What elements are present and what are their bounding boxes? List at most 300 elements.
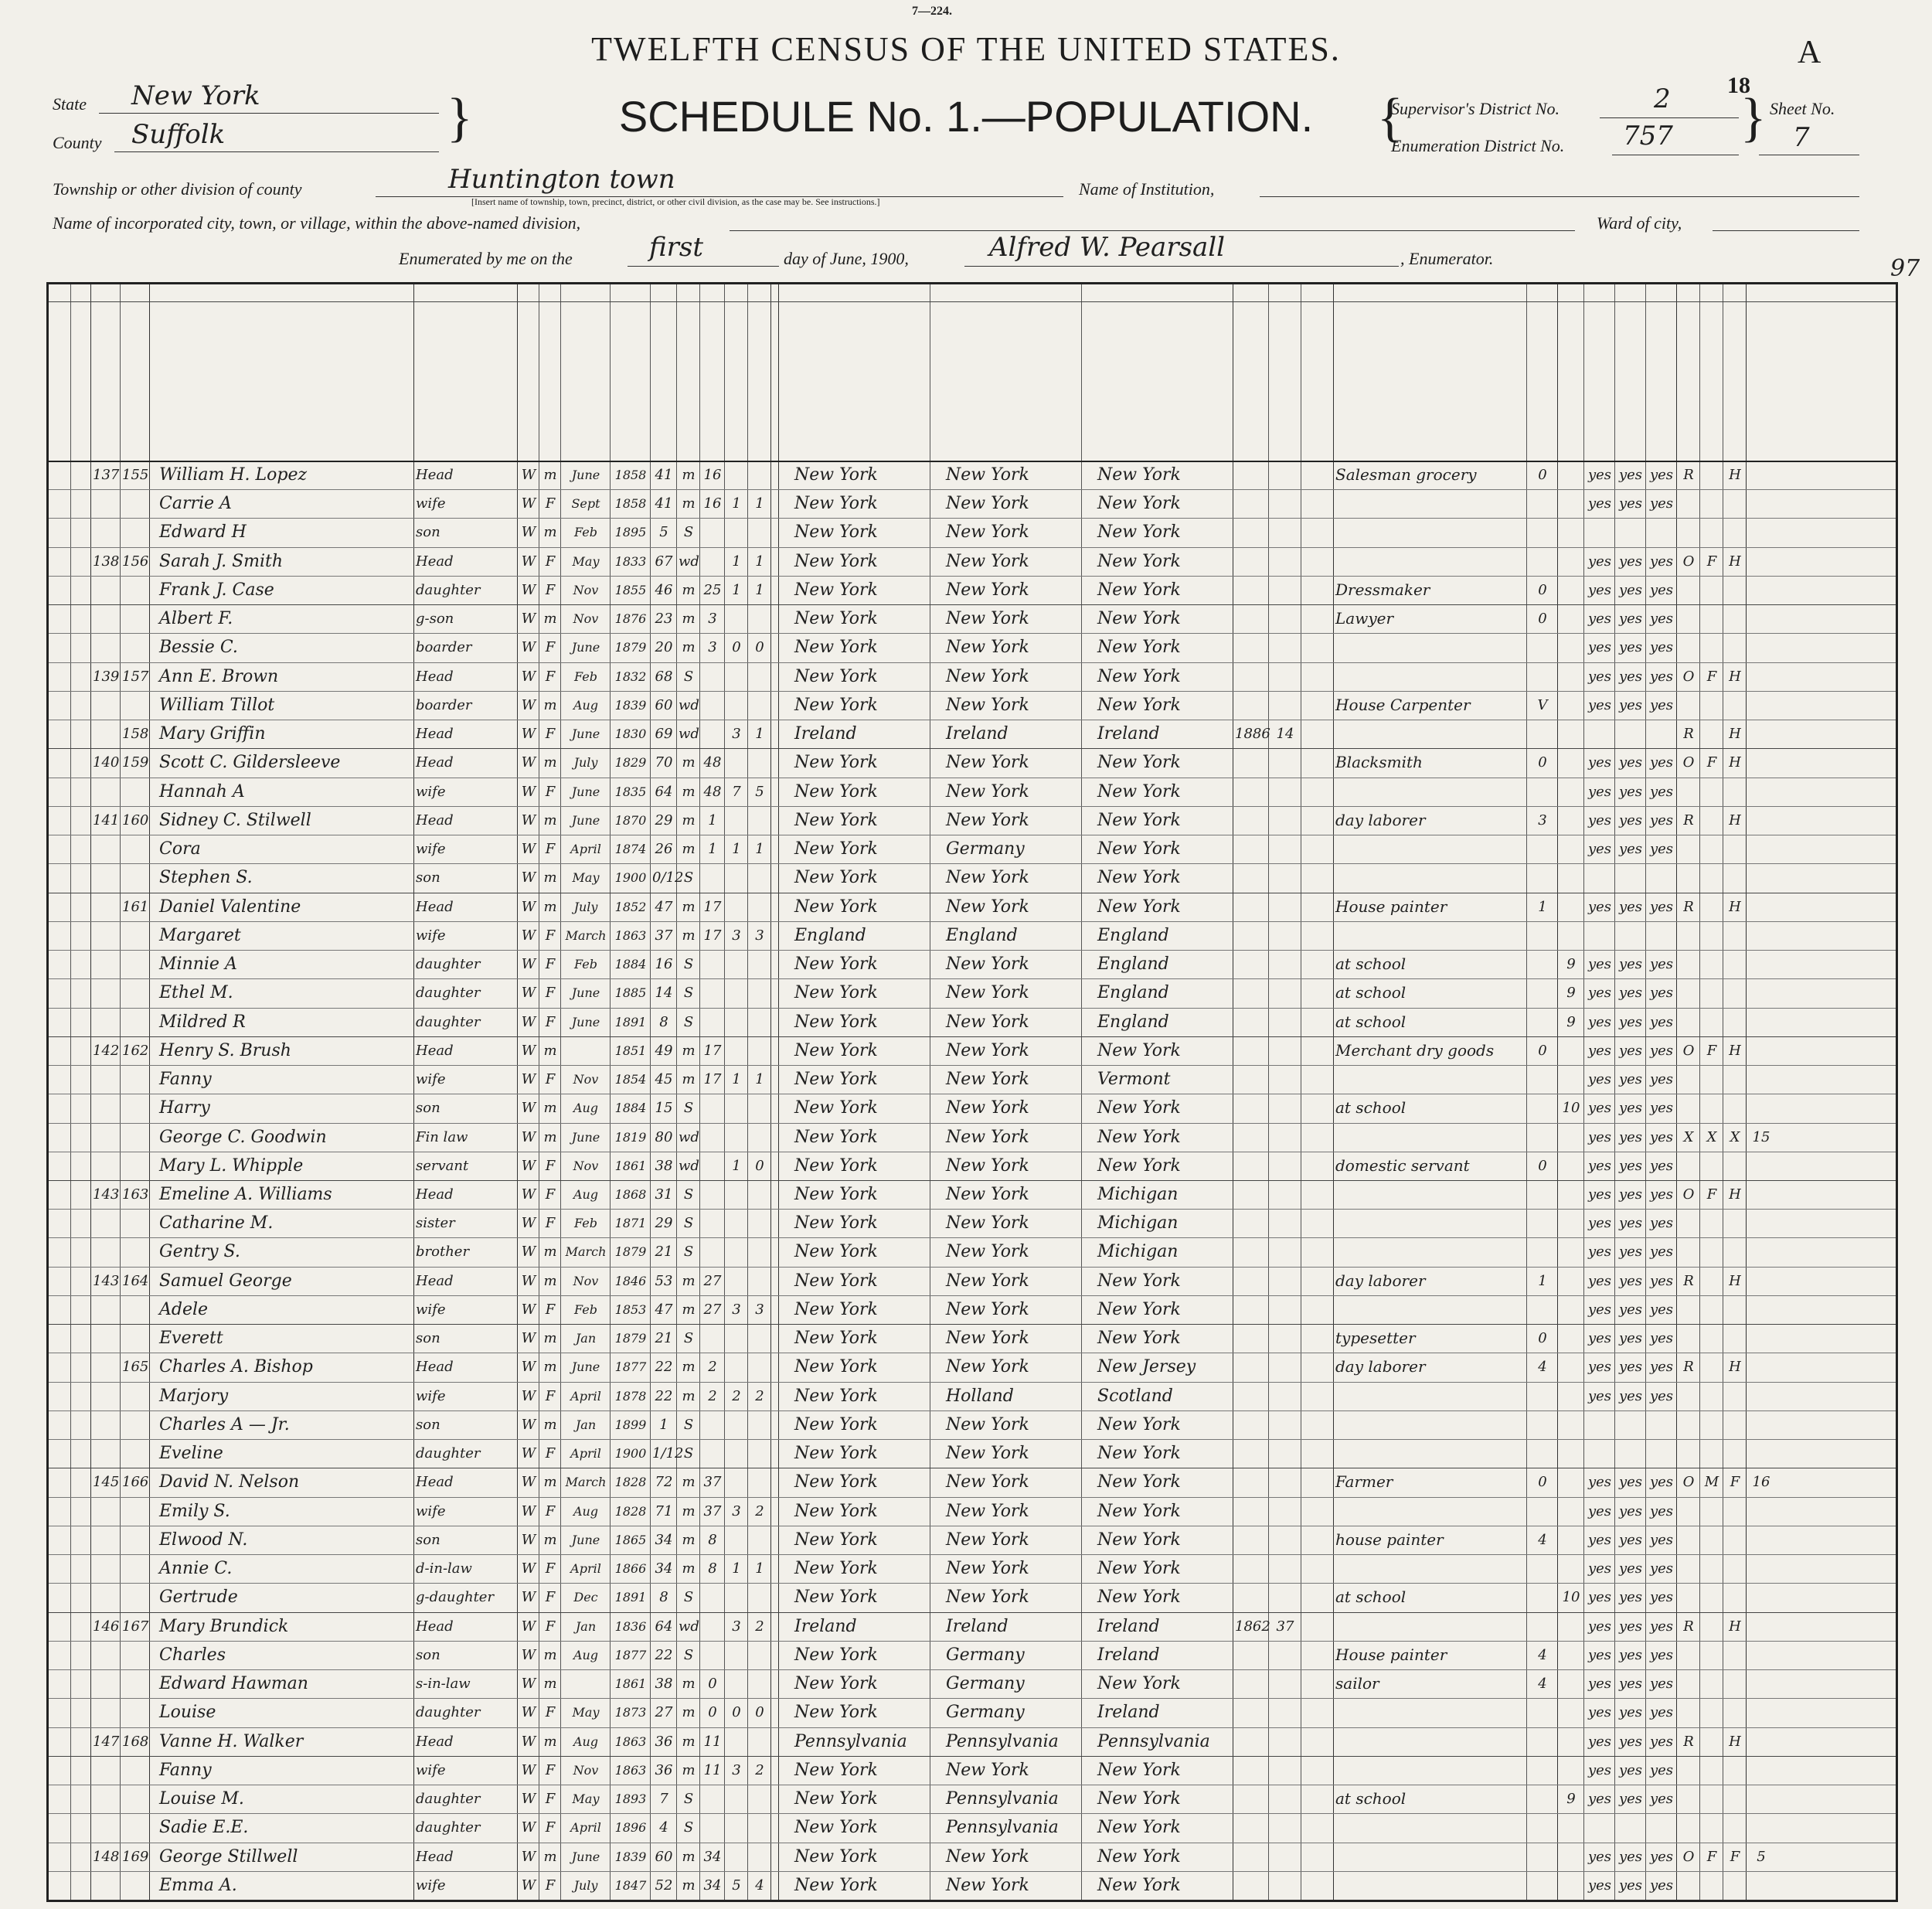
cell-year: 1891 — [614, 1590, 647, 1605]
cell-pob: Pennsylvania — [794, 1731, 907, 1751]
county-value: Suffolk — [131, 119, 226, 150]
cell-sex: F — [545, 1445, 556, 1462]
cell-name: Fanny — [159, 1070, 212, 1090]
cell-pom: England — [1097, 954, 1169, 975]
cell-color: W — [521, 1042, 536, 1059]
cell-rd: yes — [1587, 898, 1612, 915]
cell-year: 1879 — [614, 1244, 647, 1260]
cell-unemp: 0 — [1538, 1042, 1547, 1059]
cell-age: 60 — [655, 696, 673, 713]
cell-color: W — [521, 1502, 536, 1519]
cell-name: Adele — [159, 1299, 209, 1319]
cell-rel: daughter — [416, 985, 481, 1002]
cell-en: yes — [1649, 467, 1674, 483]
cell-month: April — [570, 1561, 601, 1577]
cell-liv: 1 — [755, 581, 764, 598]
cell-pom: New York — [1097, 1299, 1181, 1319]
cell-fh: F — [1730, 1474, 1740, 1491]
cell-ch: 3 — [732, 1502, 741, 1519]
cell-rd: yes — [1587, 1387, 1612, 1404]
cell-yrs: 0 — [708, 1704, 717, 1721]
cell-month: June — [571, 812, 600, 828]
cell-month: May — [572, 553, 600, 569]
cell-rel: wife — [416, 1301, 446, 1318]
state-value: New York — [131, 80, 260, 111]
county-line — [114, 151, 439, 152]
cell-rel: daughter — [416, 1445, 481, 1462]
cell-color: W — [521, 985, 536, 1002]
cell-occ: day laborer — [1335, 1271, 1426, 1290]
cell-pom: New York — [1097, 1818, 1181, 1838]
cell-age: 8 — [659, 1589, 668, 1606]
cell-pob: New York — [794, 1818, 878, 1838]
cell-year: 1879 — [614, 640, 647, 655]
cell-name: Mary L. Whipple — [159, 1155, 304, 1176]
cell-year: 1847 — [614, 1877, 647, 1893]
cell-fh: X — [1730, 1128, 1740, 1145]
cell-en: yes — [1649, 1848, 1674, 1865]
cell-en: yes — [1649, 754, 1674, 771]
cell-en: yes — [1649, 1100, 1674, 1117]
cell-pob: Ireland — [794, 1616, 857, 1636]
census-table — [46, 282, 1898, 1902]
cell-age: 69 — [655, 726, 673, 743]
cell-pof: Germany — [946, 1703, 1025, 1723]
cell-occ: at school — [1335, 1789, 1406, 1809]
cell-en: yes — [1649, 1330, 1674, 1347]
cell-year: 1896 — [614, 1820, 647, 1836]
cell-age: 70 — [655, 754, 673, 771]
cell-liv: 5 — [755, 783, 764, 800]
cell-fh: H — [1729, 553, 1741, 570]
cell-liv: 1 — [755, 726, 764, 743]
cell-sex: F — [545, 495, 556, 512]
cell-color: W — [521, 1848, 536, 1865]
column-divider — [70, 284, 71, 1900]
cell-fh: H — [1729, 1186, 1741, 1203]
cell-yrs: 17 — [703, 1071, 722, 1088]
cell-month: April — [570, 1446, 601, 1462]
cell-pof: New York — [946, 1070, 1029, 1090]
cell-mar: S — [683, 1416, 694, 1433]
cell-free: M — [1704, 1474, 1719, 1491]
cell-rel: Head — [416, 754, 454, 771]
cell-yrs: 3 — [708, 639, 717, 656]
cell-month: Nov — [573, 611, 599, 627]
cell-mar: S — [683, 869, 694, 886]
cell-fam: 164 — [122, 1272, 149, 1289]
cell-en: yes — [1649, 495, 1674, 512]
cell-fam: 167 — [122, 1618, 149, 1635]
cell-pof: New York — [946, 1299, 1029, 1319]
cell-unemp: 4 — [1538, 1646, 1547, 1663]
cell-pom: England — [1097, 925, 1169, 945]
cell-pof: New York — [946, 1559, 1029, 1579]
cell-mar: m — [682, 927, 696, 944]
cell-mar: m — [682, 1042, 696, 1059]
cell-sex: m — [543, 1416, 557, 1433]
cell-year: 1893 — [614, 1792, 647, 1807]
cell-wr: yes — [1618, 1071, 1643, 1088]
cell-unemp: 4 — [1538, 1676, 1547, 1693]
cell-en: yes — [1649, 1646, 1674, 1663]
cell-ch: 3 — [732, 927, 741, 944]
cell-color: W — [521, 1704, 536, 1721]
cell-wr: yes — [1618, 1359, 1643, 1376]
cell-ch: 3 — [732, 726, 741, 743]
cell-pom: New York — [1097, 753, 1181, 773]
cell-own: R — [1683, 1733, 1694, 1750]
cell-rel: daughter — [416, 956, 481, 973]
cell-free: X — [1706, 1128, 1717, 1145]
cell-rel: son — [416, 1646, 440, 1663]
cell-rd: yes — [1587, 696, 1612, 713]
cell-pof: Germany — [946, 1674, 1025, 1694]
cell-rd: yes — [1587, 956, 1612, 973]
cell-fam: 165 — [122, 1359, 149, 1376]
cell-sch: 10 — [1562, 1100, 1580, 1117]
cell-pob: New York — [794, 1587, 878, 1608]
cell-month: Feb — [574, 1302, 597, 1317]
cell-wr: yes — [1618, 812, 1643, 829]
cell-occ: Dressmaker — [1335, 580, 1430, 599]
cell-pob: New York — [794, 1472, 878, 1492]
cell-color: W — [521, 927, 536, 944]
cell-color: W — [521, 956, 536, 973]
cell-pof: New York — [946, 1040, 1029, 1060]
cell-unemp: 0 — [1538, 467, 1547, 483]
cell-pof: Pennsylvania — [946, 1818, 1059, 1838]
cell-en: yes — [1649, 639, 1674, 656]
cell-rel: son — [416, 1100, 440, 1117]
cell-yrs: 17 — [703, 898, 722, 915]
cell-pom: New York — [1097, 1530, 1181, 1550]
cell-year: 1900 — [614, 1446, 647, 1462]
cell-mar: S — [683, 1186, 694, 1203]
cell-yrs: 1 — [708, 812, 717, 829]
cell-name: Louise M. — [159, 1789, 244, 1809]
cell-mar: m — [682, 611, 696, 628]
cell-color: W — [521, 726, 536, 743]
cell-own: O — [1682, 1042, 1695, 1059]
cell-occ: at school — [1335, 954, 1406, 974]
cell-month: Nov — [573, 1158, 599, 1173]
cell-dw: 145 — [93, 1474, 120, 1491]
cell-month: June — [571, 727, 600, 742]
cell-month: April — [570, 1388, 601, 1404]
cell-rel: boarder — [416, 639, 472, 656]
cell-pom: Ireland — [1097, 1645, 1160, 1665]
cell-name: Bessie C. — [159, 638, 238, 658]
ward-line — [1713, 230, 1859, 231]
cell-liv: 1 — [755, 841, 764, 858]
cell-year: 1830 — [614, 727, 647, 742]
enumerator-suffix: , Enumerator. — [1400, 249, 1494, 268]
cell-rd: yes — [1587, 1791, 1612, 1808]
cell-pof: Ireland — [946, 724, 1009, 744]
cell-pob: New York — [794, 1530, 878, 1550]
cell-name: Fanny — [159, 1760, 212, 1780]
cell-year: 1877 — [614, 1647, 647, 1662]
cell-color: W — [521, 869, 536, 886]
cell-occ: House Carpenter — [1335, 695, 1471, 714]
cell-pob: New York — [794, 1674, 878, 1694]
cell-month: March — [565, 1475, 607, 1490]
cell-sex: m — [543, 754, 557, 771]
cell-en: yes — [1649, 985, 1674, 1002]
cell-rel: daughter — [416, 1819, 481, 1836]
cell-occ: House painter — [1335, 897, 1447, 916]
brace-right-open: { — [1377, 88, 1403, 148]
cell-year: 1833 — [614, 553, 647, 569]
cell-sch: 9 — [1566, 1791, 1576, 1808]
cell-year: 1858 — [614, 468, 647, 482]
cell-sex: F — [545, 553, 556, 570]
supervisor-value: 2 — [1654, 83, 1671, 114]
enumerated-prefix: Enumerated by me on the — [399, 249, 573, 268]
column-divider — [1746, 284, 1747, 1900]
cell-dw: 142 — [93, 1042, 120, 1059]
cell-color: W — [521, 783, 536, 800]
cell-sex: m — [543, 1848, 557, 1865]
cell-year: 1895 — [614, 525, 647, 540]
cell-sex: F — [545, 1013, 556, 1030]
cell-color: W — [521, 1646, 536, 1663]
cell-en: yes — [1649, 1791, 1674, 1808]
cell-pob: New York — [794, 1185, 878, 1204]
cell-rel: Head — [416, 726, 454, 743]
cell-dw: 140 — [93, 754, 120, 771]
cell-fam: 163 — [122, 1186, 149, 1203]
cell-mar: m — [682, 1676, 696, 1693]
cell-rd: yes — [1587, 467, 1612, 483]
cell-sex: m — [543, 467, 557, 483]
cell-dw: 137 — [93, 467, 120, 483]
cell-pom: New York — [1097, 1760, 1181, 1780]
cell-en: yes — [1649, 1589, 1674, 1606]
cell-month: Jan — [575, 1618, 597, 1634]
cell-pof: New York — [946, 1587, 1029, 1608]
cell-pom: New York — [1097, 638, 1181, 658]
cell-wr: yes — [1618, 1186, 1643, 1203]
state-label: State — [53, 94, 87, 114]
cell-pom: New York — [1097, 666, 1181, 686]
cell-age: 68 — [655, 668, 673, 685]
cell-sex: m — [543, 1244, 557, 1261]
cell-mar: S — [683, 1100, 694, 1117]
cell-mar: m — [682, 1071, 696, 1088]
cell-color: W — [521, 467, 536, 483]
cell-name: Stephen S. — [159, 868, 253, 888]
cell-en: yes — [1649, 812, 1674, 829]
cell-rel: wife — [416, 1387, 446, 1404]
cell-pof: New York — [946, 551, 1029, 571]
cell-pom: New York — [1097, 1846, 1181, 1866]
cell-mar: m — [682, 1301, 696, 1318]
cell-name: Edward Hawman — [159, 1674, 308, 1694]
cell-pof: New York — [946, 1875, 1029, 1895]
cell-name: William Tillot — [159, 695, 275, 715]
cell-wr: yes — [1618, 841, 1643, 858]
cell-en: yes — [1649, 1359, 1674, 1376]
cell-year: 1839 — [614, 1849, 647, 1864]
cell-pof: Pennsylvania — [946, 1789, 1059, 1809]
cell-year: 1853 — [614, 1302, 647, 1317]
cell-year: 1865 — [614, 1532, 647, 1547]
cell-rd: yes — [1587, 1704, 1612, 1721]
city-label: Name of incorporated city, town, or village, within the above-named division, — [53, 213, 581, 233]
cell-name: William H. Lopez — [159, 465, 308, 485]
cell-rd: yes — [1587, 985, 1612, 1002]
cell-pob: New York — [794, 1242, 878, 1262]
cell-en: yes — [1649, 1618, 1674, 1635]
cell-age: 41 — [655, 495, 673, 512]
cell-rd: yes — [1587, 1502, 1612, 1519]
cell-mar: m — [682, 841, 696, 858]
cell-unemp: 0 — [1538, 611, 1547, 628]
cell-imm: 1886 — [1235, 726, 1270, 743]
cell-fh: H — [1729, 1042, 1741, 1059]
cell-liv: 0 — [755, 1157, 764, 1174]
cell-rd: yes — [1587, 668, 1612, 685]
cell-month: Aug — [573, 1503, 599, 1519]
cell-sex: m — [543, 1128, 557, 1145]
cell-pob: New York — [794, 1357, 878, 1377]
cell-unemp: 0 — [1538, 754, 1547, 771]
cell-pom: New York — [1097, 868, 1181, 888]
cell-year: 1855 — [614, 582, 647, 597]
cell-unemp: 0 — [1538, 1474, 1547, 1491]
cell-color: W — [521, 553, 536, 570]
cell-mar: m — [682, 639, 696, 656]
cell-rd: yes — [1587, 1272, 1612, 1289]
cell-color: W — [521, 1791, 536, 1808]
cell-en: yes — [1649, 1704, 1674, 1721]
cell-en: yes — [1649, 1560, 1674, 1577]
cell-rel: boarder — [416, 696, 472, 713]
cell-yrs: 48 — [703, 783, 722, 800]
cell-rd: yes — [1587, 611, 1612, 628]
cell-fam: 155 — [122, 467, 149, 483]
cell-liv: 2 — [755, 1761, 764, 1778]
cell-yrs: 27 — [703, 1301, 722, 1318]
column-divider — [1526, 284, 1527, 1900]
cell-color: W — [521, 1819, 536, 1836]
cell-year: 1846 — [614, 1273, 647, 1288]
cell-sex: m — [543, 696, 557, 713]
cell-pob: New York — [794, 1098, 878, 1118]
column-divider — [1333, 284, 1334, 1900]
cell-en: yes — [1649, 1877, 1674, 1894]
cell-pom: Ireland — [1097, 1616, 1160, 1636]
cell-occ: Lawyer — [1335, 609, 1394, 628]
city-line — [730, 230, 1575, 231]
column-divider — [724, 284, 725, 1900]
cell-name: Ethel M. — [159, 983, 233, 1003]
sheet-value: 7 — [1793, 122, 1810, 153]
cell-name: George Stillwell — [159, 1846, 298, 1866]
cell-sex: F — [545, 639, 556, 656]
cell-en: yes — [1649, 898, 1674, 915]
cell-pob: New York — [794, 1645, 878, 1665]
column-divider — [120, 284, 121, 1900]
cell-rd: yes — [1587, 1359, 1612, 1376]
cell-pob: New York — [794, 580, 878, 600]
cell-wr: yes — [1618, 1244, 1643, 1261]
cell-rd: yes — [1587, 1157, 1612, 1174]
cell-pof: New York — [946, 522, 1029, 543]
cell-rd: yes — [1587, 1042, 1612, 1059]
cell-pom: New York — [1097, 1501, 1181, 1521]
cell-wr: yes — [1618, 1589, 1643, 1606]
cell-name: Catharine M. — [159, 1213, 274, 1234]
cell-color: W — [521, 1071, 536, 1088]
cell-pom: Michigan — [1097, 1185, 1179, 1204]
cell-month: Jan — [575, 1331, 597, 1346]
cell-year: 1863 — [614, 1734, 647, 1749]
cell-age: 22 — [655, 1646, 673, 1663]
cell-fh: H — [1729, 726, 1741, 743]
cell-pof: New York — [946, 810, 1029, 830]
cell-pof: New York — [946, 580, 1029, 600]
cell-liv: 2 — [755, 1618, 764, 1635]
cell-pob: New York — [794, 695, 878, 715]
cell-year: 1874 — [614, 842, 647, 857]
cell-pom: New York — [1097, 1559, 1181, 1579]
cell-en: yes — [1649, 1474, 1674, 1491]
cell-sex: m — [543, 1100, 557, 1117]
cell-year: 1885 — [614, 985, 647, 1001]
cell-pob: New York — [794, 1271, 878, 1291]
cell-age: 29 — [655, 1215, 673, 1232]
supervisor-line — [1600, 117, 1739, 118]
cell-yrs: 11 — [703, 1733, 722, 1750]
cell-fam: 161 — [122, 898, 149, 915]
cell-mar: wd — [679, 553, 699, 570]
cell-age: 34 — [655, 1560, 673, 1577]
cell-pob: New York — [794, 1127, 878, 1147]
cell-own: O — [1682, 1474, 1695, 1491]
cell-occ: day laborer — [1335, 810, 1426, 829]
cell-free: F — [1706, 1848, 1717, 1865]
cell-name: Ann E. Brown — [159, 666, 279, 686]
cell-rel: son — [416, 1531, 440, 1548]
cell-yrs: 17 — [703, 1042, 722, 1059]
cell-month: Aug — [573, 1734, 599, 1749]
cell-own: O — [1682, 668, 1695, 685]
cell-rel: daughter — [416, 1791, 481, 1808]
cell-rd: yes — [1587, 841, 1612, 858]
cell-rel: Head — [416, 1272, 454, 1289]
cell-name: Mildred R — [159, 1012, 246, 1032]
cell-pof: Holland — [946, 1386, 1014, 1406]
enumeration-label: Enumeration District No. — [1391, 136, 1565, 155]
cell-age: 29 — [655, 812, 673, 829]
cell-pob: New York — [794, 1559, 878, 1579]
column-divider — [1699, 284, 1700, 1900]
cell-rel: son — [416, 869, 440, 886]
cell-name: Emeline A. Williams — [159, 1185, 332, 1204]
cell-rel: wife — [416, 783, 446, 800]
cell-mar: m — [682, 581, 696, 598]
cell-liv: 2 — [755, 1502, 764, 1519]
cell-age: 26 — [655, 841, 673, 858]
cell-month: Nov — [573, 1273, 599, 1288]
cell-pof: New York — [946, 1357, 1029, 1377]
cell-ch: 1 — [732, 581, 741, 598]
cell-wr: yes — [1618, 1877, 1643, 1894]
cell-rel: brother — [416, 1244, 470, 1261]
